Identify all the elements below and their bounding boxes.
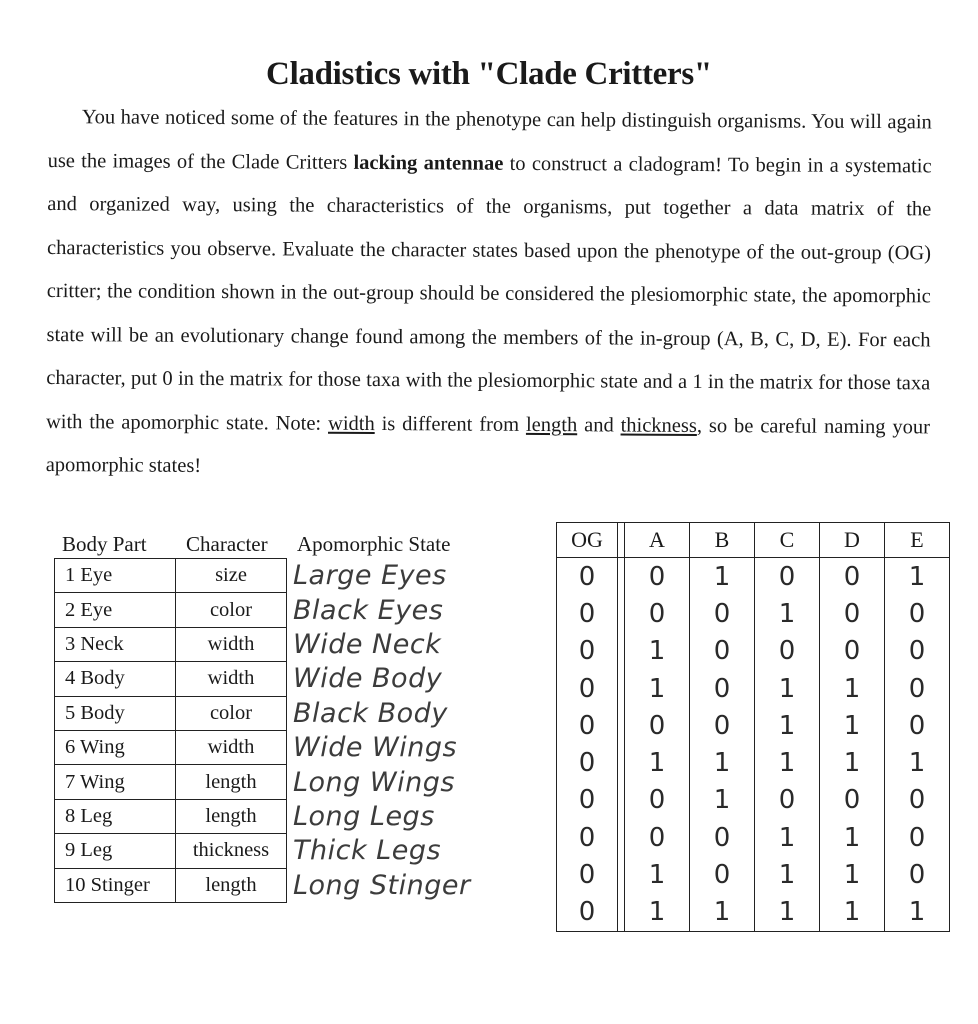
matrix-divider xyxy=(618,633,625,670)
matrix-cell: 0 xyxy=(557,744,618,781)
header-body-part: Body Part xyxy=(62,532,147,556)
matrix-cell: 0 xyxy=(625,595,690,632)
instructions-underline-length: length xyxy=(525,413,578,436)
matrix-cell: 0 xyxy=(755,633,820,670)
matrix-cell: 1 xyxy=(755,670,820,707)
matrix-header-e: E xyxy=(885,523,950,558)
matrix-cell: 0 xyxy=(557,856,618,893)
matrix-cell: 1 xyxy=(820,744,885,781)
apomorphic-state-cell: Wide Neck xyxy=(287,627,555,661)
matrix-cell: 0 xyxy=(557,819,618,856)
matrix-cell: 1 xyxy=(820,856,885,893)
character-cell: thickness xyxy=(176,834,287,868)
matrix-cell: 0 xyxy=(820,633,885,670)
matrix-cell: 0 xyxy=(885,595,950,632)
apomorphic-state-cell: Wide Wings xyxy=(287,730,555,764)
body-part-cell: 6 Wing xyxy=(55,730,176,764)
matrix-row xyxy=(557,633,950,670)
matrix-cell: 1 xyxy=(755,595,820,632)
matrix-cell: 1 xyxy=(690,558,755,596)
body-part-cell: 2 Eye xyxy=(55,593,176,627)
instructions-underline-thickness: thickness xyxy=(620,414,697,437)
matrix-divider xyxy=(618,558,625,596)
instructions-text-3: is different from xyxy=(374,412,527,436)
matrix-cell: 1 xyxy=(690,782,755,819)
table-row xyxy=(55,696,555,730)
matrix-cell: 1 xyxy=(625,744,690,781)
body-part-cell: 9 Leg xyxy=(55,834,176,868)
matrix-divider xyxy=(618,744,625,781)
instructions-bold-lacking-antennae: lacking antennae xyxy=(353,151,504,175)
table-row xyxy=(55,593,555,627)
instructions-underline-width: width xyxy=(327,412,375,435)
table-row xyxy=(55,662,555,696)
matrix-header-b: B xyxy=(690,523,755,558)
matrix-cell: 0 xyxy=(820,782,885,819)
data-matrix xyxy=(556,522,950,932)
apomorphic-state-cell: Long Stinger xyxy=(287,868,555,902)
matrix-divider xyxy=(618,856,625,893)
matrix-cell: 1 xyxy=(755,819,820,856)
body-part-cell: 4 Body xyxy=(55,662,176,696)
matrix-cell: 1 xyxy=(625,670,690,707)
instructions-text-4: and xyxy=(577,413,621,437)
matrix-cell: 1 xyxy=(755,707,820,744)
instructions-text-1: You have noticed some of the features in the phenotype can help distinguish organisms. You will again use the images of the Clade Critters xyxy=(47,106,932,174)
apomorphic-state-cell: Black Body xyxy=(287,696,555,730)
body-part-cell: 3 Neck xyxy=(55,627,176,661)
table-row xyxy=(55,868,555,902)
instructions-text-5: , so be careful naming your apomorphic states! xyxy=(45,414,931,477)
matrix-cell: 1 xyxy=(820,707,885,744)
table-row xyxy=(55,730,555,764)
apomorphic-state-cell: Long Legs xyxy=(287,799,555,833)
character-cell: color xyxy=(176,593,287,627)
matrix-cell: 1 xyxy=(820,894,885,932)
instructions-text-2: to construct a cladogram! To begin in a systematic and organized way, using the characteristics of the organisms, put together a data matrix of the characteristics you observe. Evaluate the character states based upon the phenotype of the out-group (OG) critter; the condition shown in the out-group should be considered the plesiomorphic state, the apomorphic state will be an evolutionary change found among the members of the in-group (A, B, C, D, E). For each character, put 0 in the matrix for those taxa with the plesiomorphic state and a 1 in the matrix for those taxa with the apomorphic state. Note: xyxy=(45,152,932,435)
matrix-cell: 1 xyxy=(755,894,820,932)
body-part-cell: 7 Wing xyxy=(55,765,176,799)
table-row xyxy=(55,627,555,661)
matrix-divider xyxy=(618,523,625,558)
character-cell: size xyxy=(176,559,287,593)
character-cell: length xyxy=(176,868,287,902)
page-title: Cladistics with "Clade Critters" xyxy=(266,56,712,92)
apomorphic-state-cell: Thick Legs xyxy=(287,834,555,868)
apomorphic-state-cell: Large Eyes xyxy=(287,559,555,593)
body-part-cell: 1 Eye xyxy=(55,559,176,593)
character-table xyxy=(54,558,554,903)
character-cell: color xyxy=(176,696,287,730)
matrix-cell: 0 xyxy=(755,782,820,819)
character-cell: width xyxy=(176,627,287,661)
matrix-header-c: C xyxy=(755,523,820,558)
character-cell: length xyxy=(176,765,287,799)
matrix-cell: 0 xyxy=(557,707,618,744)
matrix-row xyxy=(557,744,950,781)
matrix-cell: 0 xyxy=(557,595,618,632)
matrix-cell: 0 xyxy=(690,595,755,632)
matrix-cell: 0 xyxy=(690,819,755,856)
character-cell: length xyxy=(176,799,287,833)
matrix-cell: 0 xyxy=(557,894,618,932)
matrix-cell: 0 xyxy=(820,558,885,596)
matrix-cell: 1 xyxy=(820,819,885,856)
matrix-row xyxy=(557,856,950,893)
apomorphic-state-cell: Black Eyes xyxy=(287,593,555,627)
table-row xyxy=(55,765,555,799)
matrix-cell: 0 xyxy=(885,819,950,856)
character-cell: width xyxy=(176,730,287,764)
matrix-cell: 1 xyxy=(885,558,950,596)
matrix-divider xyxy=(618,782,625,819)
matrix-cell: 0 xyxy=(557,782,618,819)
matrix-cell: 1 xyxy=(625,633,690,670)
matrix-cell: 0 xyxy=(885,633,950,670)
matrix-row xyxy=(557,707,950,744)
matrix-cell: 1 xyxy=(625,894,690,932)
matrix-cell: 0 xyxy=(557,670,618,707)
matrix-cell: 0 xyxy=(820,595,885,632)
matrix-cell: 1 xyxy=(820,670,885,707)
matrix-cell: 0 xyxy=(625,707,690,744)
matrix-row xyxy=(557,819,950,856)
matrix-cell: 0 xyxy=(690,670,755,707)
matrix-cell: 0 xyxy=(885,782,950,819)
matrix-row xyxy=(557,670,950,707)
matrix-divider xyxy=(618,670,625,707)
matrix-cell: 1 xyxy=(690,894,755,932)
matrix-divider xyxy=(618,595,625,632)
matrix-cell: 1 xyxy=(755,856,820,893)
matrix-row xyxy=(557,558,950,596)
matrix-row xyxy=(557,894,950,932)
table-row xyxy=(55,834,555,868)
matrix-divider xyxy=(618,894,625,932)
matrix-cell: 0 xyxy=(885,670,950,707)
matrix-cell: 0 xyxy=(755,558,820,596)
matrix-cell: 0 xyxy=(557,633,618,670)
matrix-cell: 0 xyxy=(557,558,618,596)
matrix-cell: 0 xyxy=(625,819,690,856)
header-character: Character xyxy=(186,532,268,556)
matrix-cell: 1 xyxy=(625,856,690,893)
matrix-cell: 1 xyxy=(755,744,820,781)
matrix-row xyxy=(557,782,950,819)
matrix-row xyxy=(557,595,950,632)
matrix-cell: 0 xyxy=(625,782,690,819)
matrix-cell: 0 xyxy=(690,633,755,670)
matrix-cell: 1 xyxy=(690,744,755,781)
matrix-cell: 0 xyxy=(690,707,755,744)
table-row xyxy=(55,559,555,593)
matrix-divider xyxy=(618,819,625,856)
matrix-cell: 0 xyxy=(885,707,950,744)
table-row xyxy=(55,799,555,833)
instructions-paragraph xyxy=(46,96,932,493)
header-apomorphic-state: Apomorphic State xyxy=(297,532,451,556)
body-part-cell: 5 Body xyxy=(55,696,176,730)
matrix-cell: 0 xyxy=(625,558,690,596)
matrix-header-d: D xyxy=(820,523,885,558)
matrix-divider xyxy=(618,707,625,744)
matrix-cell: 0 xyxy=(690,856,755,893)
matrix-cell: 1 xyxy=(885,744,950,781)
body-part-cell: 8 Leg xyxy=(55,799,176,833)
apomorphic-state-cell: Long Wings xyxy=(287,765,555,799)
apomorphic-state-cell: Wide Body xyxy=(287,662,555,696)
matrix-header-og: OG xyxy=(557,523,618,558)
body-part-cell: 10 Stinger xyxy=(55,868,176,902)
matrix-cell: 1 xyxy=(885,894,950,932)
matrix-header-a: A xyxy=(625,523,690,558)
character-cell: width xyxy=(176,662,287,696)
matrix-cell: 0 xyxy=(885,856,950,893)
